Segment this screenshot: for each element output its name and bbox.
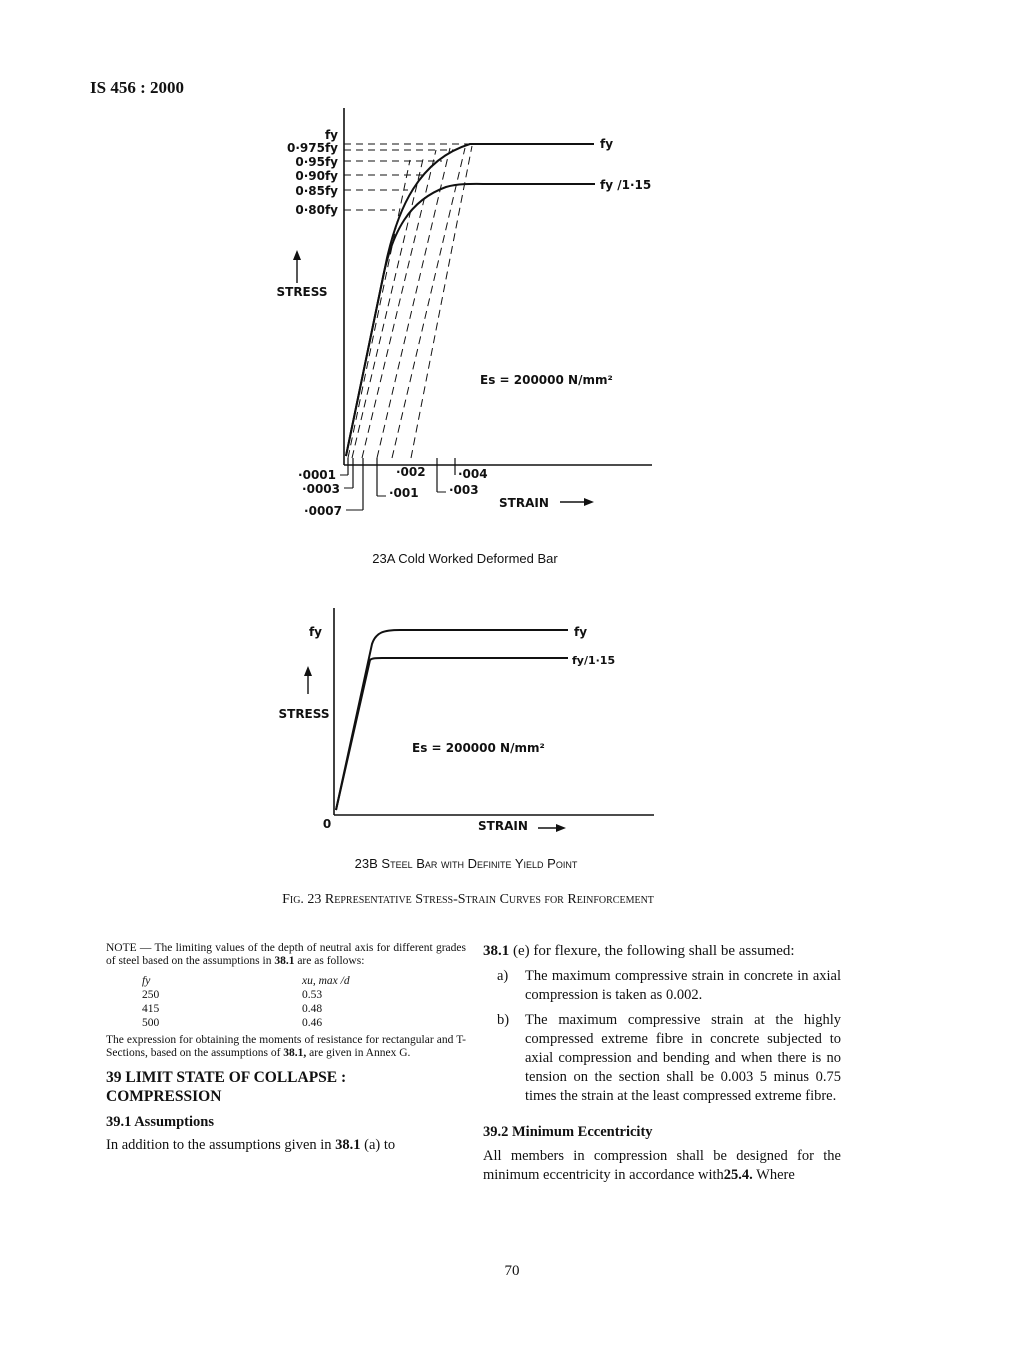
y-axis-label: STRESS bbox=[278, 707, 330, 721]
subheading-39-1: 39.1 Assumptions bbox=[106, 1114, 214, 1130]
curve-label-fy: fy bbox=[600, 137, 614, 151]
figure-23a-caption: 23A Cold Worked Deformed Bar bbox=[372, 551, 558, 566]
figure-23b-definite-yield-bar bbox=[0, 590, 1024, 910]
table-row: 250 0.53 bbox=[142, 989, 323, 1001]
note-paragraph: NOTE — The limiting values of the depth of neutral axis for different grades of steel based on the assumptions in 38.1 are as follows: bbox=[106, 942, 466, 967]
table-row: 415 0.48 bbox=[142, 1003, 323, 1015]
curve-label-fy-115: fy /1·15 bbox=[600, 178, 652, 192]
expression-paragraph: The expression for obtaining the moments of resistance for rectangular and T-Sections, based on the assumptions of 38.1, are given in Annex G. bbox=[106, 1034, 466, 1059]
modulus-label: Es = 200000 N/mm² bbox=[412, 741, 545, 755]
col-header-fy: fy bbox=[142, 975, 151, 987]
x-tick-0002: ·002 bbox=[396, 465, 426, 479]
x-axis-label: STRAIN bbox=[499, 496, 549, 510]
page-header: IS 456 : 2000 bbox=[90, 78, 184, 97]
intro-paragraph: 38.1 (e) for flexure, the following shall be assumed: bbox=[483, 943, 795, 959]
figure-23a-cold-worked-bar bbox=[0, 0, 1024, 580]
table-row: 500 0.46 bbox=[142, 1017, 323, 1029]
x-tick-00003: ·0003 bbox=[302, 482, 340, 496]
x-tick-00007: ·0007 bbox=[304, 504, 342, 518]
section-heading-39: 39 LIMIT STATE OF COLLAPSE : COMPRESSION bbox=[106, 1069, 347, 1105]
x-tick-0001: ·001 bbox=[389, 486, 419, 500]
y-tick-095fy: 0·95fy bbox=[295, 155, 338, 169]
y-tick-fy: fy bbox=[324, 128, 338, 142]
y-tick-090fy: 0·90fy bbox=[295, 169, 338, 183]
x-axis-label: STRAIN bbox=[478, 819, 528, 833]
neutral-axis-table bbox=[142, 974, 382, 1030]
origin-label: 0 bbox=[322, 817, 332, 831]
page-number: 70 bbox=[504, 1263, 520, 1279]
eccentricity-paragraph: All members in compression shall be designed for the minimum eccentricity in accordance with25.4. Where bbox=[483, 1148, 841, 1183]
right-column bbox=[483, 942, 841, 1185]
left-column bbox=[106, 942, 466, 1155]
subheading-39-2: 39.2 Minimum Eccentricity bbox=[483, 1124, 653, 1140]
y-tick-0975fy: 0·975fy bbox=[287, 141, 338, 155]
list-item: b) The maximum compressive strain at the highly compressed extreme fibre in concrete subjected to axial compression and bending and when there is no tension on the section shall be 0.003 5 minus 0.75 times the strain at the least compressed extreme fibre. bbox=[497, 1012, 841, 1104]
list-item: a) The maximum compressive strain in concrete in axial compression is taken as 0.002. bbox=[497, 968, 841, 1003]
curve-label-fy: fy bbox=[574, 625, 588, 639]
y-tick-fy: fy bbox=[308, 625, 322, 639]
col-header-xu: xu, max /d bbox=[302, 975, 350, 987]
y-tick-080fy: 0·80fy bbox=[295, 203, 338, 217]
y-tick-085fy: 0·85fy bbox=[295, 184, 338, 198]
figure-23-caption: Fig. 23 Representative Stress-Strain Curves for Reinforcement bbox=[282, 892, 654, 907]
curve-label-fy-115: fy/1·15 bbox=[572, 654, 616, 667]
figure-23b-caption: 23B Steel Bar with Definite Yield Point bbox=[354, 856, 578, 871]
x-tick-00001: ·0001 bbox=[298, 468, 336, 482]
x-tick-0003: ·003 bbox=[449, 483, 479, 497]
assumptions-paragraph: In addition to the assumptions given in 38.1 (a) to bbox=[106, 1137, 396, 1153]
modulus-label: Es = 200000 N/mm² bbox=[480, 373, 613, 387]
x-tick-0004: ·004 bbox=[458, 467, 488, 481]
y-axis-label: STRESS bbox=[276, 285, 328, 299]
